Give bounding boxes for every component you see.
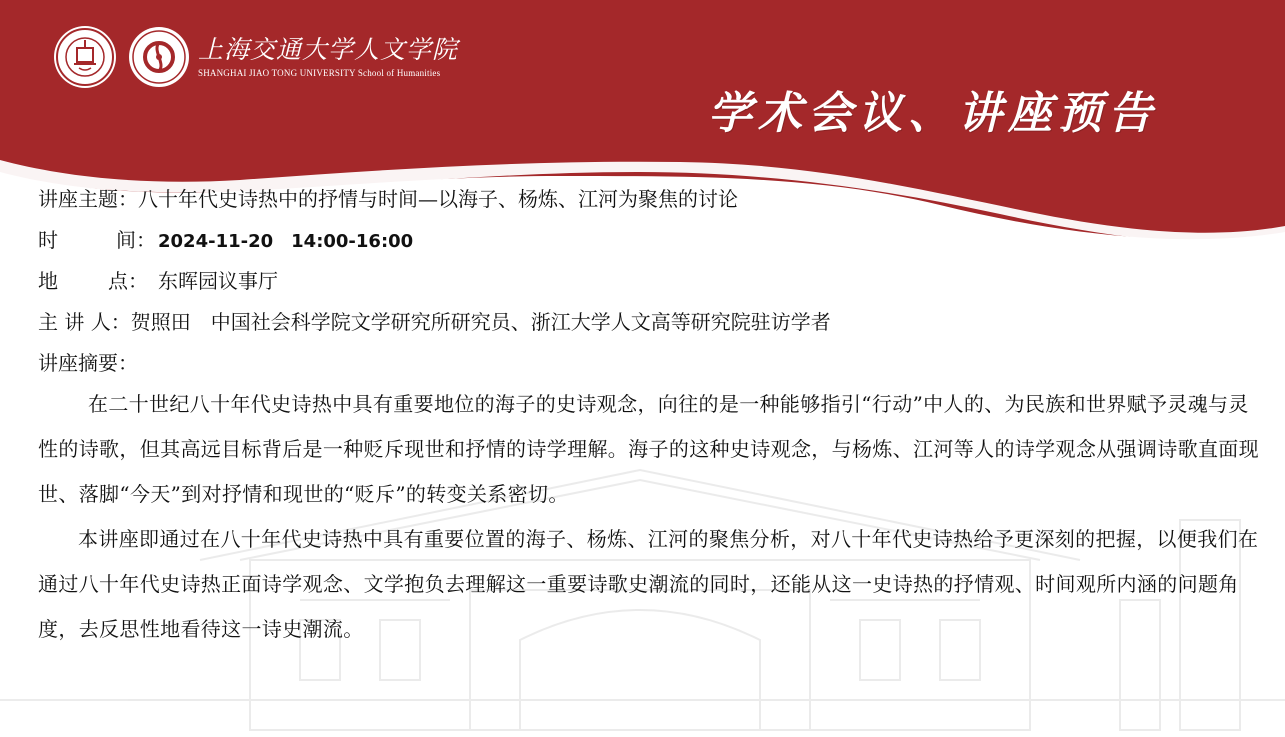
- time-label-char-2: 间：: [116, 228, 156, 252]
- speaker-row: [38, 307, 1260, 337]
- time-row: [38, 225, 1260, 255]
- university-seal-icon: [52, 24, 118, 90]
- humanities-seal-icon: [128, 26, 190, 88]
- topic-row: [38, 184, 1260, 214]
- topic-value: 八十年代史诗热中的抒情与时间—以海子、杨炼、江河为聚焦的讨论: [138, 187, 738, 211]
- banner-title: 学术会议、讲座预告: [708, 88, 1158, 139]
- abstract-label-row: [38, 348, 1260, 378]
- place-value: 东晖园议事厅: [158, 269, 278, 293]
- speaker-value: 贺照田 中国社会科学院文学研究所研究员、浙江大学人文高等研究院驻访学者: [130, 310, 831, 334]
- university-name: [198, 35, 458, 79]
- place-row: [38, 266, 1260, 296]
- place-label-char-2: 点：: [108, 269, 148, 293]
- university-name-cn: 上海交通大学人文学院: [198, 35, 459, 64]
- university-logo-group: [52, 22, 458, 92]
- university-name-en: SHANGHAI JIAO TONG UNIVERSITY School of Humanities: [198, 68, 441, 78]
- abstract-label: 讲座摘要：: [38, 351, 138, 375]
- abstract-paragraph-2: 本讲座即通过在八十年代史诗热中具有重要位置的海子、杨炼、江河的聚焦分析，对八十年代史诗热给予更深刻的把握，以便我们在通过八十年代史诗热正面诗学观念、文学抱负去理解这一重要诗歌史潮流的同时，还能从这一史诗热的抒情观、时间观所内涵的问题角度，去反思性地看待这一诗史潮流。: [38, 527, 1259, 641]
- topic-label: 讲座主题：: [38, 187, 138, 211]
- date-value: 2024-11-20: [158, 231, 274, 252]
- speaker-label: 主 讲 人：: [38, 310, 131, 334]
- place-label: [38, 266, 158, 296]
- lecture-details: [38, 184, 1260, 652]
- place-label-char-1: 地: [38, 269, 58, 293]
- time-label-char-1: 时: [38, 228, 58, 252]
- abstract-paragraph-1: 在二十世纪八十年代史诗热中具有重要地位的海子的史诗观念，向往的是一种能够指引“行动”中人的、为民族和世界赋予灵魂与灵性的诗歌，但其高远目标背后是一种贬斥现世和抒情的诗学理解。海子的这种史诗观念，与杨炼、江河等人的诗学观念从强调诗歌直面现世、落脚“今天”到对抒情和现世的“贬斥”的转变关系密切。: [38, 392, 1259, 506]
- time-value: 14:00-16:00: [291, 231, 414, 252]
- time-label: [38, 225, 158, 255]
